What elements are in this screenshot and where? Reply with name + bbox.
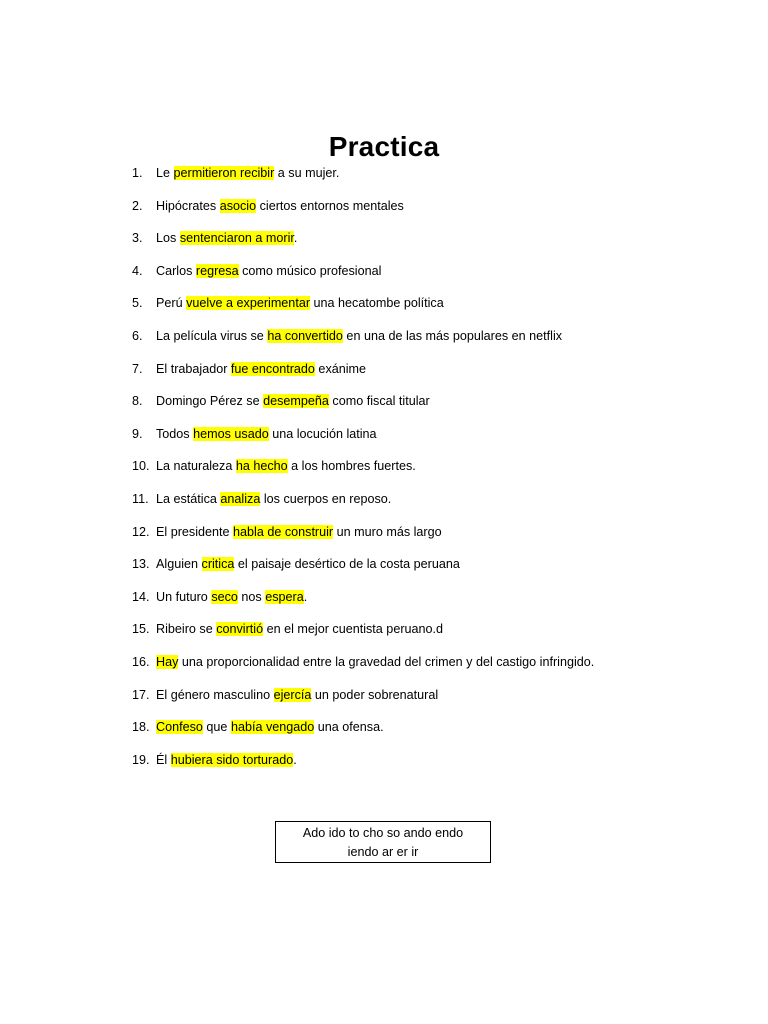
sentence-text: El género masculino <box>156 687 274 702</box>
item-number: 19. <box>132 752 150 767</box>
endings-line-2: iendo ar er ir <box>347 845 419 859</box>
sentence-text: exánime <box>314 361 367 376</box>
sentence-text: una locución latina <box>268 426 377 441</box>
exercise-item <box>132 555 594 588</box>
sentence-text: Hipócrates <box>156 198 220 213</box>
item-number: 1. <box>132 166 143 180</box>
item-number: 13. <box>132 557 150 572</box>
item-number: 18. <box>132 720 150 735</box>
sentence-text: los cuerpos en reposo. <box>260 491 392 506</box>
highlighted-verb: Hay <box>156 654 179 669</box>
highlighted-verb: hemos usado <box>193 426 269 441</box>
sentence-text: ciertos entornos mentales <box>256 198 404 213</box>
highlighted-verb: hubiera sido torturado <box>170 752 294 767</box>
sentence-text: . <box>293 231 298 246</box>
item-number: 11. <box>132 491 149 506</box>
sentence-text: El presidente <box>156 524 234 539</box>
sentence-text: Él <box>156 752 171 767</box>
item-number: 10. <box>132 459 150 474</box>
exercise-item <box>132 262 594 295</box>
highlighted-verb: critica <box>201 557 235 572</box>
item-number: 15. <box>132 622 150 637</box>
highlighted-verb: convirtió <box>216 622 264 637</box>
highlighted-verb: ha convertido <box>267 328 343 343</box>
exercise-item <box>132 751 594 784</box>
sentence-text: nos <box>237 589 266 604</box>
endings-line-1: Ado ido to cho so ando endo <box>302 826 464 840</box>
exercise-item <box>132 327 594 360</box>
exercise-item <box>132 523 594 556</box>
exercise-item <box>132 425 594 458</box>
item-number: 4. <box>132 263 143 278</box>
sentence-text: La naturaleza <box>156 459 236 474</box>
sentence-text: una proporcionalidad entre la gravedad del crimen y del castigo infringido. <box>178 654 595 669</box>
page-title: Practica <box>328 130 440 162</box>
verb-endings-box <box>275 821 491 863</box>
exercise-item <box>132 686 594 719</box>
exercise-item <box>132 229 594 262</box>
highlighted-verb: fue encontrado <box>230 361 315 376</box>
sentence-text: El trabajador <box>156 361 231 376</box>
sentence-text: Ribeiro se <box>156 622 217 637</box>
item-number: 14. <box>132 589 150 604</box>
sentence-text: . <box>293 752 297 767</box>
exercise-item <box>132 718 594 751</box>
sentence-text: que <box>202 720 231 735</box>
exercise-item <box>132 197 594 230</box>
exercise-item <box>132 653 594 686</box>
sentence-text: como músico profesional <box>238 263 382 278</box>
sentence-text: Un futuro <box>156 589 212 604</box>
sentence-text: una hecatombe política <box>310 296 444 311</box>
highlighted-verb: asocio <box>219 198 257 213</box>
highlighted-verb: analiza <box>220 491 261 506</box>
item-number: 3. <box>132 231 143 246</box>
exercise-item <box>132 164 594 197</box>
highlighted-verb: desempeña <box>263 394 329 409</box>
sentence-text: . <box>303 589 308 604</box>
highlighted-verb: sentenciaron a morir <box>179 231 294 246</box>
sentence-text: Carlos <box>156 263 196 278</box>
sentence-text: Todos <box>156 426 194 441</box>
sentence-text: un muro más largo <box>333 524 442 539</box>
item-number: 12. <box>132 524 150 539</box>
sentence-text: La película virus se <box>156 328 268 343</box>
sentence-text: una ofensa. <box>314 720 384 735</box>
exercise-item <box>132 360 594 393</box>
item-number: 7. <box>132 361 143 376</box>
highlighted-verb: seco <box>211 589 238 604</box>
item-number: 17. <box>132 687 150 702</box>
highlighted-verb: vuelve a experimentar <box>186 296 311 311</box>
sentence-text: a su mujer. <box>274 166 340 180</box>
sentence-text: Domingo Pérez se <box>156 394 264 409</box>
highlighted-verb: había vengado <box>230 720 315 735</box>
item-number: 9. <box>132 426 143 441</box>
item-number: 2. <box>132 198 143 213</box>
highlighted-verb: ha hecho <box>235 459 288 474</box>
sentence-text: en una de las más populares en netflix <box>342 328 563 343</box>
highlighted-verb: permitieron recibir <box>173 166 275 180</box>
exercise-item <box>132 490 594 523</box>
exercise-item <box>132 620 594 653</box>
item-number: 8. <box>132 394 143 409</box>
exercise-list <box>132 164 594 783</box>
sentence-text: como fiscal titular <box>328 394 430 409</box>
sentence-text: el paisaje desértico de la costa peruana <box>234 557 460 572</box>
sentence-text: Los <box>156 231 180 246</box>
sentence-text: La estática <box>156 491 221 506</box>
exercise-item <box>132 392 594 425</box>
highlighted-verb: ejercía <box>273 687 312 702</box>
sentence-text: Alguien <box>156 557 202 572</box>
highlighted-verb: regresa <box>195 263 239 278</box>
sentence-text: Perú <box>156 296 187 311</box>
exercise-item <box>132 588 594 621</box>
exercise-item <box>132 294 594 327</box>
item-number: 6. <box>132 328 143 343</box>
highlighted-verb: Confeso <box>156 720 203 735</box>
item-number: 5. <box>132 296 143 311</box>
exercise-item <box>132 457 594 490</box>
sentence-text: un poder sobrenatural <box>311 687 439 702</box>
highlighted-verb: habla de construir <box>233 524 334 539</box>
sentence-text: Le <box>156 166 174 180</box>
sentence-text: a los hombres fuertes. <box>287 459 416 474</box>
highlighted-verb: espera <box>265 589 304 604</box>
item-number: 16. <box>132 654 150 669</box>
sentence-text: en el mejor cuentista peruano.d <box>263 622 444 637</box>
